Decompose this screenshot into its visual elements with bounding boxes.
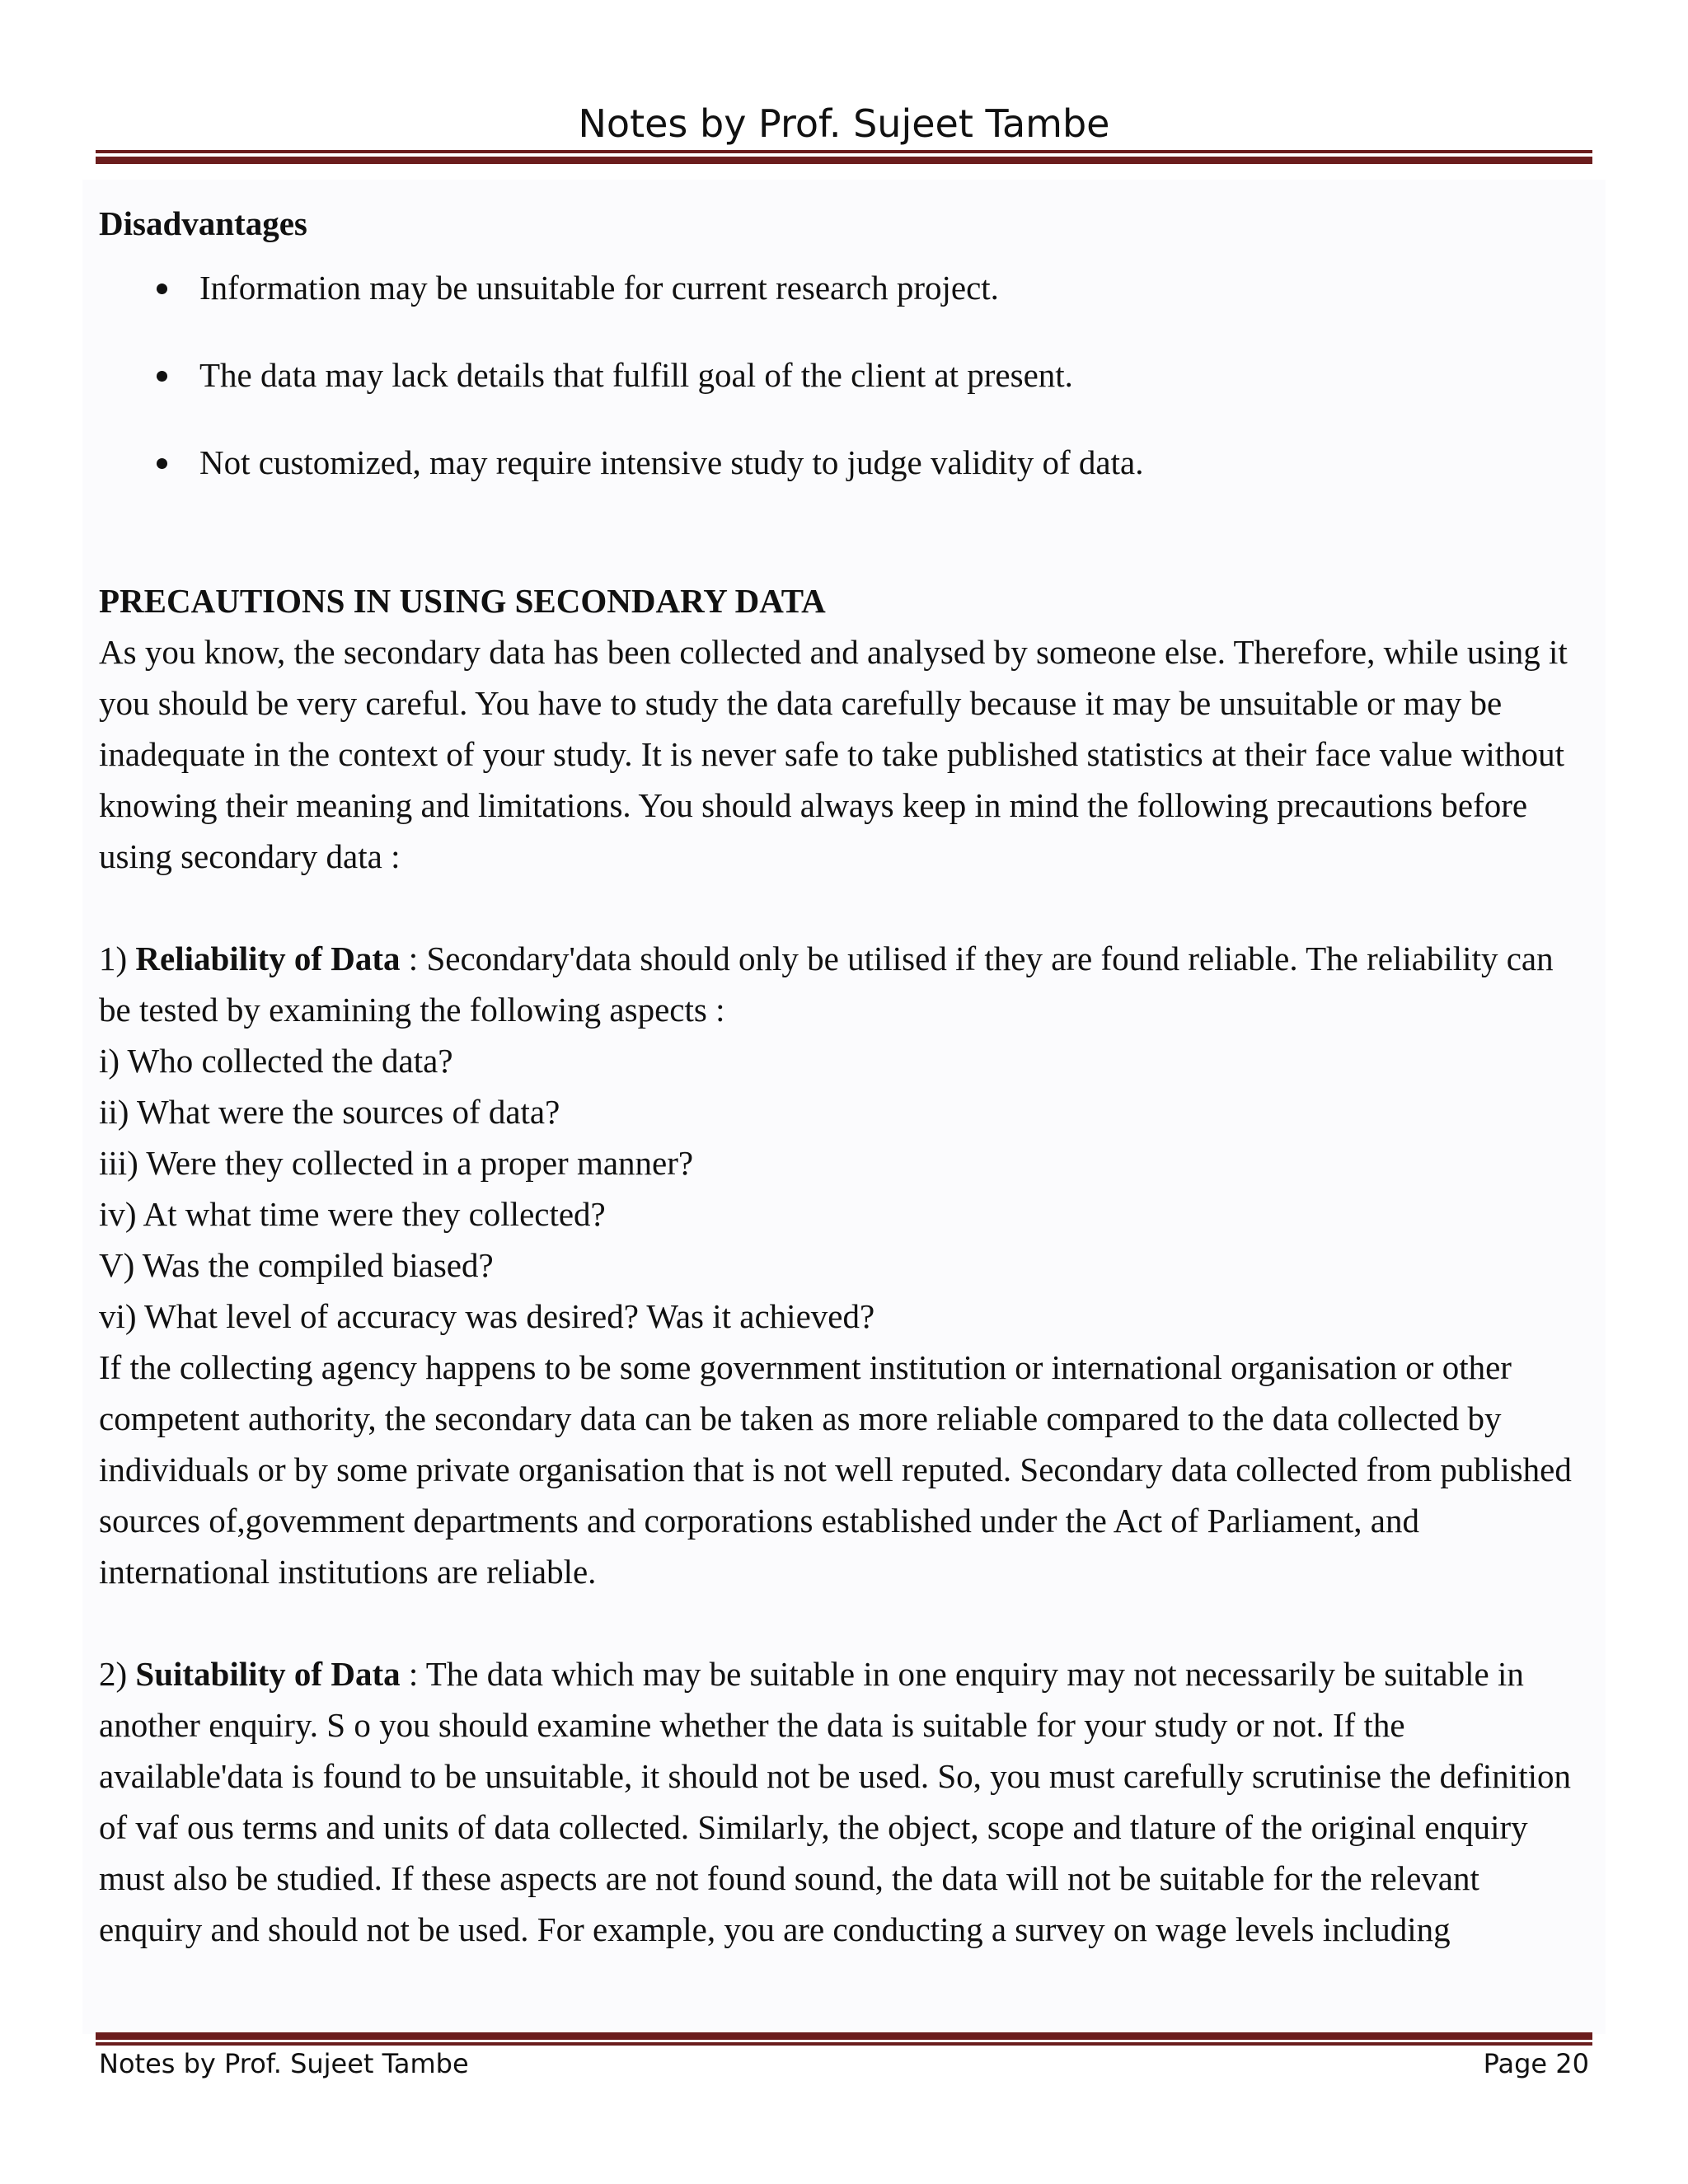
reliability-question: iii) Were they collected in a proper manner?	[99, 1144, 694, 1182]
reliability-number: 1)	[99, 940, 128, 977]
disadvantages-heading: Disadvantages	[99, 204, 307, 242]
page-content	[99, 198, 1582, 1955]
suitability-paragraph	[99, 1648, 1582, 1955]
reliability-question: vi) What level of accuracy was desired? Was it achieved?	[99, 1297, 875, 1335]
reliability-question: i) Who collected the data?	[99, 1042, 453, 1080]
reliability-question: V) Was the compiled biased?	[99, 1246, 494, 1284]
precautions-heading: PRECAUTIONS IN USING SECONDARY DATA	[99, 582, 826, 620]
reliability-question: iv) At what time were they collected?	[99, 1195, 606, 1233]
list-item: Information may be unsuitable for current research project.	[99, 262, 1582, 313]
precautions-intro: As you know, the secondary data has been collected and analysed by someone else. Therefore, while using it you should be very careful. You have to study the data carefully because it may be unsuitable or may be inadequate in the context of your study. It is never safe to take published statistics at their face value without knowing their meaning and limitations. You should always keep in mind the following precautions before using secondary data :	[99, 633, 1568, 875]
list-item: The data may lack details that fulfill goal of the client at present.	[99, 349, 1582, 401]
reliability-question: ii) What were the sources of data?	[99, 1093, 560, 1131]
bullet-icon	[157, 284, 167, 294]
spacer	[99, 524, 1582, 575]
reliability-text: : Secondary'data should only be utilised if they are found reliable. The reliability can be tested by examining the following aspects :	[99, 940, 1554, 1029]
header-rule-thin	[96, 150, 1592, 153]
page-number: Page 20	[1483, 2048, 1589, 2079]
suitability-title: Suitability of Data	[135, 1655, 401, 1693]
suitability-number: 2)	[99, 1655, 128, 1693]
footer-left-text: Notes by Prof. Sujeet Tambe	[99, 2048, 469, 2079]
reliability-closing: If the collecting agency happens to be some government institution or international organisation or other competent authority, the secondary data can be taken as more reliable compared to the data collected by individuals or by some private organisation that is not well reputed. Secondary data collected from published sources of,govemment departments and corporations established under the Act of Parliament, and international institutions are reliable.	[99, 1348, 1572, 1591]
bullet-icon	[157, 371, 167, 382]
disadvantages-list	[99, 262, 1582, 488]
header-rule-thick	[96, 157, 1592, 164]
reliability-paragraph	[99, 933, 1582, 1035]
reliability-title: Reliability of Data	[135, 940, 401, 977]
spacer	[99, 882, 1582, 933]
suitability-text: : The data which may be suitable in one enquiry may not necessarily be suitable in another enquiry. S o you should examine whether the data is suitable for your study or not. If the available'data is found to be unsuitable, it should not be used. So, you must carefully scrutinise the definition of vaf ous terms and units of data collected. Similarly, the object, scope and tlature of the original enquiry must also be studied. If these aspects are not found sound, the data will not be suitable for the relevant enquiry and should not be used. For example, you are conducting a survey on wage levels including	[99, 1655, 1571, 1948]
spacer	[99, 1597, 1582, 1648]
page-header-title: Notes by Prof. Sujeet Tambe	[578, 101, 1110, 146]
list-item: Not customized, may require intensive study to judge validity of data.	[99, 437, 1582, 488]
footer-rule-thick	[96, 2032, 1592, 2040]
bullet-icon	[157, 458, 167, 469]
